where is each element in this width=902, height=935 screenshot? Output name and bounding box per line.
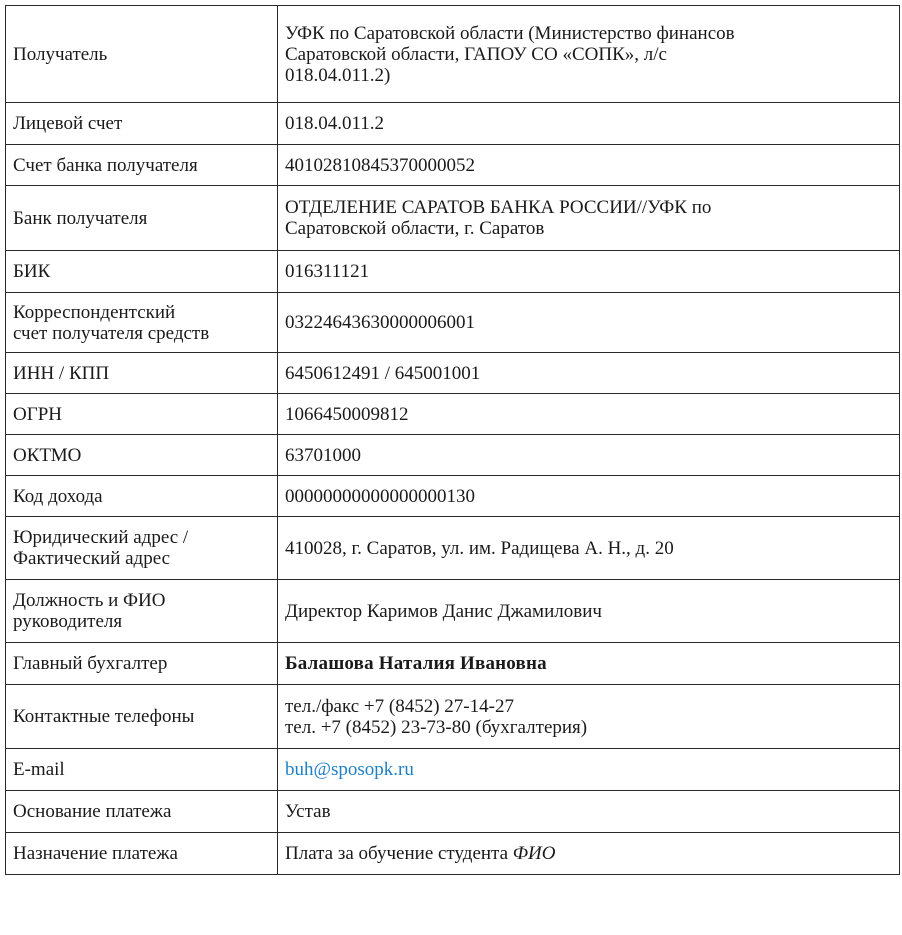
row-value (278, 749, 900, 791)
table-row (6, 643, 900, 685)
row-value (278, 685, 900, 749)
table-row (6, 435, 900, 476)
table-row (6, 186, 900, 251)
row-value: 63701000 (278, 435, 900, 476)
label-line: Фактический адрес (13, 548, 171, 569)
row-value (278, 186, 900, 251)
row-value (278, 833, 900, 875)
table-row (6, 517, 900, 580)
table-row (6, 394, 900, 435)
row-value: 410028, г. Саратов, ул. им. Радищева А. Н., д. 20 (278, 517, 900, 580)
row-label (6, 293, 278, 353)
value-line: ОТДЕЛЕНИЕ САРАТОВ БАНКА РОССИИ//УФК по (285, 197, 712, 218)
row-label: Основание платежа (6, 791, 278, 833)
row-label (6, 580, 278, 643)
row-label: Код дохода (6, 476, 278, 517)
row-label: Лицевой счет (6, 103, 278, 145)
label-line: Юридический адрес / (13, 527, 189, 548)
row-value (278, 6, 900, 103)
row-label: Счет банка получателя (6, 145, 278, 186)
value-line: Саратовской области, ГАПОУ СО «СОПК», л/с (285, 43, 667, 65)
table-row (6, 6, 900, 103)
table-row (6, 145, 900, 186)
row-value: 40102810845370000052 (278, 145, 900, 186)
row-value: 03224643630000006001 (278, 293, 900, 353)
value-line: УФК по Саратовской области (Министерство финансов (285, 22, 735, 44)
payment-purpose-text: Плата за обучение студента (285, 843, 509, 864)
row-value: 00000000000000000130 (278, 476, 900, 517)
row-label: Контактные телефоны (6, 685, 278, 749)
phone-line: тел./факс +7 (8452) 27-14-27 (285, 695, 514, 717)
table-row (6, 791, 900, 833)
label-line: Должность и ФИО (13, 590, 166, 611)
row-value: Директор Каримов Данис Джамилович (278, 580, 900, 643)
label-line: Корреспондентский (13, 301, 176, 323)
row-value: 016311121 (278, 251, 900, 293)
row-label: ИНН / КПП (6, 353, 278, 394)
table-row (6, 685, 900, 749)
row-value: 018.04.011.2 (278, 103, 900, 145)
table-row (6, 749, 900, 791)
phone-line: тел. +7 (8452) 23-73-80 (бухгалтерия) (285, 716, 588, 738)
row-value: 1066450009812 (278, 394, 900, 435)
label-line: счет получателя средств (13, 322, 210, 344)
table-row (6, 580, 900, 643)
table-row (6, 103, 900, 145)
row-label (6, 517, 278, 580)
row-label: Получатель (6, 6, 278, 103)
row-label: E-mail (6, 749, 278, 791)
row-value: Устав (278, 791, 900, 833)
value-line: 018.04.011.2) (285, 64, 391, 86)
table-row (6, 833, 900, 875)
value-line: Саратовской области, г. Саратов (285, 218, 545, 239)
table-row (6, 293, 900, 353)
row-label: БИК (6, 251, 278, 293)
row-label: ОГРН (6, 394, 278, 435)
row-label: ОКТМО (6, 435, 278, 476)
row-value: 6450612491 / 645001001 (278, 353, 900, 394)
table-row (6, 251, 900, 293)
email-link[interactable]: buh@sposopk.ru (285, 759, 414, 780)
table-row (6, 353, 900, 394)
chief-accountant-name: Балашова Наталия Ивановна (278, 643, 900, 685)
row-label: Главный бухгалтер (6, 643, 278, 685)
payment-details-table (5, 5, 900, 875)
row-label: Банк получателя (6, 186, 278, 251)
table-row (6, 476, 900, 517)
row-label: Назначение платежа (6, 833, 278, 875)
payment-purpose-placeholder: ФИО (512, 843, 556, 864)
label-line: руководителя (13, 611, 123, 632)
